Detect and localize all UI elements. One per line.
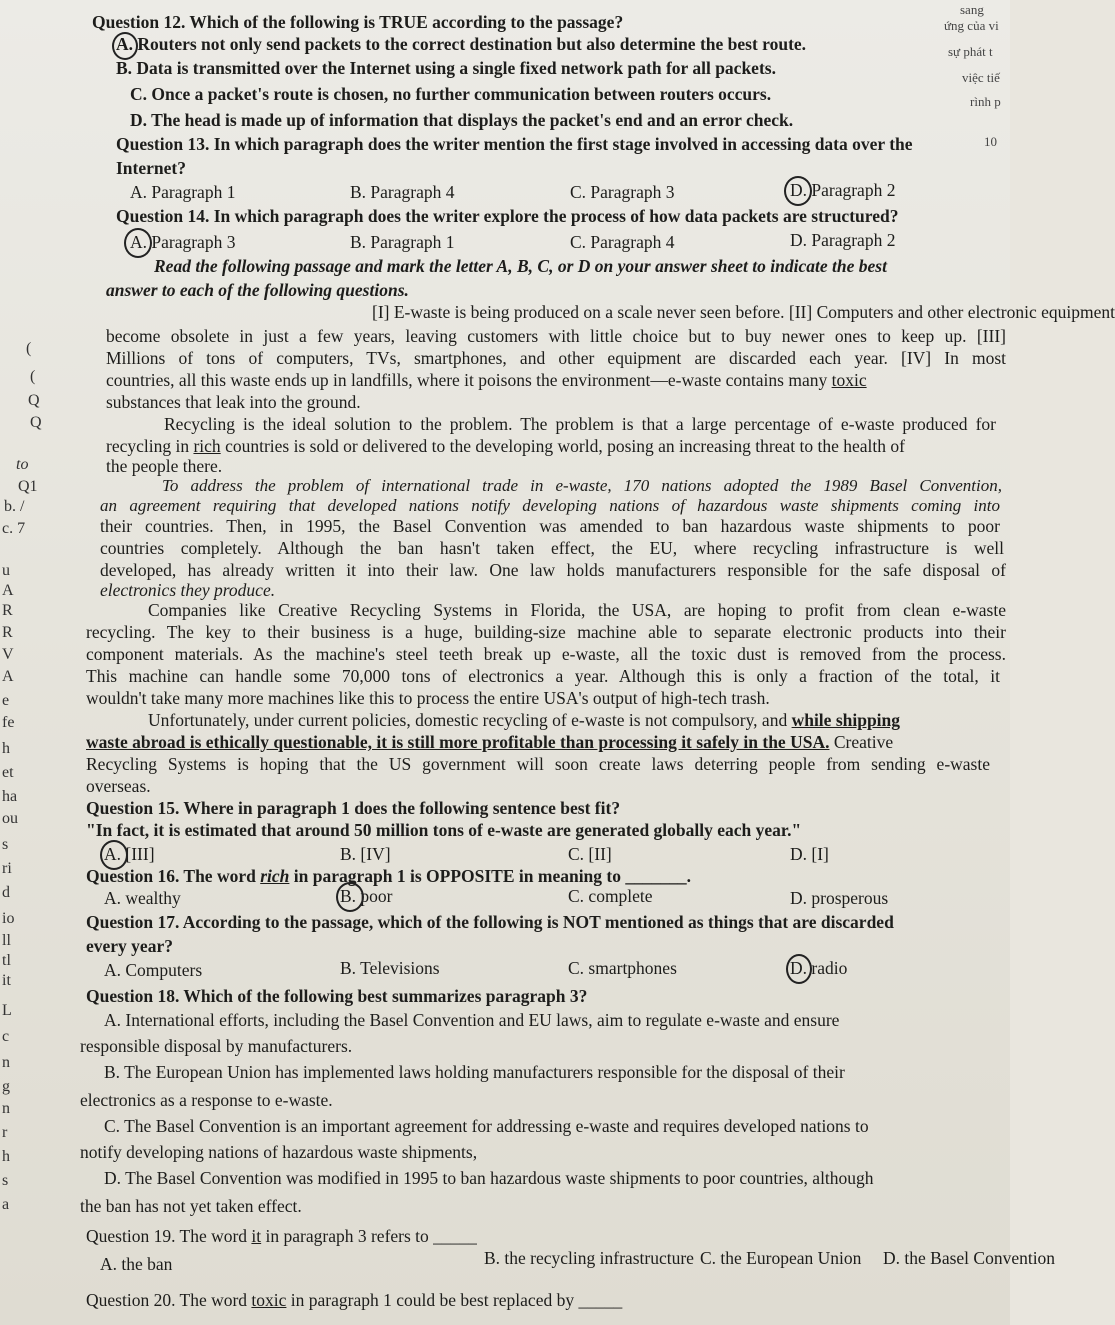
passage-p2-line: the people there.: [106, 456, 223, 476]
passage-p4-line: component materials. As the machine's steel teeth break up e-waste, all the toxic dust is removed from the process.: [86, 644, 1006, 664]
question-16-stem-text: Question 16. The word: [86, 866, 261, 886]
margin-mark: (: [30, 368, 36, 385]
question-16-word: rich: [260, 866, 290, 886]
margin-mark: c. 7: [2, 520, 26, 537]
margin-mark: Q1: [18, 478, 38, 495]
instruction-line-1: Read the following passage and mark the letter A, B, C, or D on your answer sheet to indicate the best: [154, 256, 887, 276]
passage-p5-line: [148, 710, 998, 730]
question-18-option-d-continued: the ban has not yet taken effect.: [80, 1196, 302, 1216]
margin-mark: a: [2, 1196, 10, 1213]
underlined-phrase: while shipping: [791, 710, 901, 730]
question-13-stem: Question 13. In which paragraph does the writer mention the first stage involved in accessing data over the: [116, 134, 913, 154]
question-12-option-d[interactable]: D. The head is made up of information that displays the packet's end and an error check.: [130, 110, 794, 130]
margin-mark: to: [16, 456, 29, 473]
question-15-option-d[interactable]: D. [I]: [790, 844, 829, 864]
question-12-stem: Question 12. Which of the following is TRUE according to the passage?: [92, 12, 624, 32]
corner-note: rình p: [970, 94, 1001, 109]
question-13-option-d[interactable]: D. Paragraph 2: [790, 180, 896, 200]
question-15-option-c[interactable]: C. [II]: [568, 844, 612, 864]
question-14-stem: Question 14. In which paragraph does the writer explore the process of how data packets are structured?: [116, 206, 899, 226]
question-19-option-c[interactable]: C. the European Union: [700, 1248, 862, 1268]
question-20-stem-text: in paragraph 1 could be best replaced by _____: [286, 1290, 623, 1310]
question-15-quote: "In fact, it is estimated that around 50 million tons of e-waste are generated globally each year.": [86, 820, 802, 840]
answer-circle-mark: [786, 954, 812, 984]
margin-mark: tl: [2, 952, 11, 969]
margin-mark: (: [26, 340, 32, 357]
question-20-stem: [86, 1290, 622, 1310]
underlined-phrase: waste abroad is ethically questionable, it is still more profitable than processing it safely in the USA.: [86, 732, 830, 752]
question-13-option-b[interactable]: B. Paragraph 4: [350, 182, 455, 202]
passage-p3-line: electronics they produce.: [100, 580, 276, 600]
instruction-line-2: answer to each of the following questions.: [106, 280, 409, 300]
question-19-option-a[interactable]: A. the ban: [100, 1254, 173, 1274]
question-16-option-d[interactable]: D. prosperous: [790, 888, 889, 908]
passage-p3-line: countries completely. Although the ban hasn't taken effect, the EU, where recycling infrastructure is well: [100, 538, 1004, 558]
question-18-option-d[interactable]: D. The Basel Convention was modified in 1995 to ban hazardous waste shipments to poor countries, although: [104, 1168, 874, 1188]
question-17-option-c[interactable]: C. smartphones: [568, 958, 677, 978]
margin-mark: ll: [2, 932, 11, 949]
margin-mark: fe: [2, 714, 15, 731]
margin-mark: it: [2, 972, 11, 989]
passage-p1-line: Millions of tons of computers, TVs, smartphones, and other equipment are discarded each year. [IV] In most: [106, 348, 1006, 368]
margin-mark: ri: [2, 860, 12, 877]
margin-mark: b. /: [4, 498, 25, 515]
question-14-option-c[interactable]: C. Paragraph 4: [570, 232, 675, 252]
question-18-option-a-continued: responsible disposal by manufacturers.: [80, 1036, 353, 1056]
question-16-option-b[interactable]: B. poor: [340, 886, 393, 906]
passage-p1-line: [I] E-waste is being produced on a scale never seen before. [II] Computers and other electronic equipment: [372, 302, 1115, 322]
margin-mark: L: [2, 1002, 12, 1019]
question-12-option-b[interactable]: B. Data is transmitted over the Internet using a single fixed network path for all packets.: [116, 58, 776, 78]
margin-mark: Q: [30, 414, 42, 431]
margin-mark: V: [2, 646, 14, 663]
margin-mark: io: [2, 910, 15, 927]
question-18-option-b-continued: electronics as a response to e-waste.: [80, 1090, 333, 1110]
question-16-option-c[interactable]: C. complete: [568, 886, 653, 906]
passage-p2-line: [106, 436, 1006, 456]
question-14-option-a[interactable]: A. Paragraph 3: [130, 232, 236, 252]
corner-note: 10: [984, 134, 997, 149]
question-20-word: toxic: [251, 1290, 287, 1310]
margin-mark: R: [2, 602, 13, 619]
passage-p2-text: recycling in: [106, 436, 194, 456]
question-14-option-b[interactable]: B. Paragraph 1: [350, 232, 455, 252]
passage-p3-line: their countries. Then, in 1995, the Basel Convention was amended to ban hazardous waste shipments to poor: [100, 516, 1000, 536]
word-toxic: toxic: [831, 370, 867, 390]
margin-mark: ha: [2, 788, 18, 805]
passage-p5-text: Creative: [829, 732, 894, 752]
answer-circle-mark: [784, 176, 812, 206]
question-17-stem: Question 17. According to the passage, which of the following is NOT mentioned as things that are discarded: [86, 912, 894, 932]
passage-p2-text: countries is sold or delivered to the developing world, posing an increasing threat to the health of: [220, 436, 905, 456]
passage-p4-line: wouldn't take many more machines like this to process the entire USA's output of high-tech trash.: [86, 688, 770, 708]
passage-p3-line: To address the problem of international trade in e-waste, 170 nations adopted the 1989 Basel Convention,: [162, 476, 1002, 495]
question-17-option-d[interactable]: D. radio: [790, 958, 848, 978]
passage-p3-line: developed, has already written it into their law. One law holds manufacturers responsible for the safe disposal of: [100, 560, 1006, 580]
question-12-option-a[interactable]: A. Routers not only send packets to the correct destination but also determine the best route.: [116, 34, 807, 54]
passage-p4-line: Companies like Creative Recycling Systems in Florida, the USA, are hoping to profit from clean e-waste: [148, 600, 1006, 620]
question-17-option-a[interactable]: A. Computers: [104, 960, 203, 980]
passage-p1-line: substances that leak into the ground.: [106, 392, 361, 412]
margin-mark: c: [2, 1028, 10, 1045]
margin-mark: r: [2, 1124, 8, 1141]
margin-mark: g: [2, 1078, 10, 1095]
margin-mark: R: [2, 624, 13, 641]
margin-mark: n: [2, 1054, 10, 1071]
question-15-option-b[interactable]: B. [IV]: [340, 844, 391, 864]
corner-note: sự phát t: [948, 44, 993, 59]
question-19-option-b[interactable]: B. the recycling infrastructure: [484, 1248, 694, 1268]
question-18-stem: Question 18. Which of the following best summarizes paragraph 3?: [86, 986, 588, 1006]
question-16-stem: [86, 866, 691, 886]
question-19-stem-text: Question 19. The word: [86, 1226, 252, 1246]
answer-circle-mark: [336, 882, 364, 912]
margin-mark: h: [2, 1148, 10, 1165]
passage-p4-line: recycling. The key to their business is a huge, building-size machine able to separate electronic products into their: [86, 622, 1006, 642]
question-13-option-c[interactable]: C. Paragraph 3: [570, 182, 675, 202]
question-16-stem-text: in paragraph 1 is OPPOSITE in meaning to _______.: [289, 866, 691, 886]
passage-p5-line: Recycling Systems is hoping that the US government will soon create laws deterring people from sending e-waste: [86, 754, 990, 774]
question-12-option-c[interactable]: C. Once a packet's route is chosen, no further communication between routers occurs.: [130, 84, 772, 104]
word-rich: rich: [193, 436, 221, 456]
question-19-stem: [86, 1226, 477, 1246]
question-20-stem-text: Question 20. The word: [86, 1290, 252, 1310]
question-18-option-b[interactable]: B. The European Union has implemented laws holding manufacturers responsible for the disposal of their: [104, 1062, 845, 1082]
passage-p5-line: overseas.: [86, 776, 151, 796]
corner-note: sang: [960, 2, 984, 17]
passage-p2-line: Recycling is the ideal solution to the problem. The problem is that a large percentage of e-waste produced for: [164, 414, 996, 434]
passage-p1-line: [106, 370, 1006, 390]
question-18-option-a[interactable]: A. International efforts, including the Basel Convention and EU laws, aim to regulate e-waste and ensure: [104, 1010, 840, 1030]
question-17-option-b[interactable]: B. Televisions: [340, 958, 440, 978]
answer-circle-mark: [112, 32, 138, 60]
margin-mark: ou: [2, 810, 18, 827]
question-13-stem-continued: Internet?: [116, 158, 186, 178]
question-14-option-d[interactable]: D. Paragraph 2: [790, 230, 896, 250]
passage-p5-line: [86, 732, 1006, 752]
question-16-option-a[interactable]: A. wealthy: [104, 888, 181, 908]
question-19-word: it: [251, 1226, 262, 1246]
margin-mark: A: [2, 668, 14, 685]
answer-circle-mark: [124, 228, 152, 258]
margin-mark: h: [2, 740, 10, 757]
margin-mark: n: [2, 1100, 10, 1117]
margin-mark: s: [2, 1172, 9, 1189]
question-18-option-c-continued: notify developing nations of hazardous waste shipments,: [80, 1142, 478, 1162]
question-15-stem: Question 15. Where in paragraph 1 does the following sentence best fit?: [86, 798, 621, 818]
margin-mark: s: [2, 836, 9, 853]
passage-p4-line: This machine can handle some 70,000 tons of electronics a year. Although this is only a fraction of the total, it: [86, 666, 1000, 686]
passage-p1-line: become obsolete in just a few years, leaving customers with little choice but to buy newer ones to keep up. [III]: [106, 326, 1006, 346]
passage-p1-text: countries, all this waste ends up in landfills, where it poisons the environment—e-waste contains many: [106, 370, 832, 390]
question-15-option-a[interactable]: A. [III]: [104, 844, 155, 864]
margin-mark: A: [2, 582, 14, 599]
passage-p5-text: Unfortunately, under current policies, domestic recycling of e-waste is not compulsory, and: [148, 710, 792, 730]
question-19-stem-text: in paragraph 3 refers to _____: [261, 1226, 477, 1246]
margin-mark: u: [2, 562, 10, 579]
margin-mark: d: [2, 884, 10, 901]
margin-mark: Q: [28, 392, 40, 409]
corner-note: việc tiế: [962, 70, 1000, 85]
question-19-option-d[interactable]: D. the Basel Convention: [883, 1248, 1056, 1268]
margin-mark: et: [2, 764, 14, 781]
passage-p3-line: an agreement requiring that developed nations notify developing nations of hazardous waste shipments coming into: [100, 496, 1000, 515]
question-18-option-c[interactable]: C. The Basel Convention is an important agreement for addressing e-waste and requires developed nations to: [104, 1116, 869, 1136]
question-17-stem-continued: every year?: [86, 936, 173, 956]
margin-mark: e: [2, 692, 10, 709]
corner-note: ứng của vi: [944, 18, 999, 33]
question-13-option-a[interactable]: A. Paragraph 1: [130, 182, 236, 202]
